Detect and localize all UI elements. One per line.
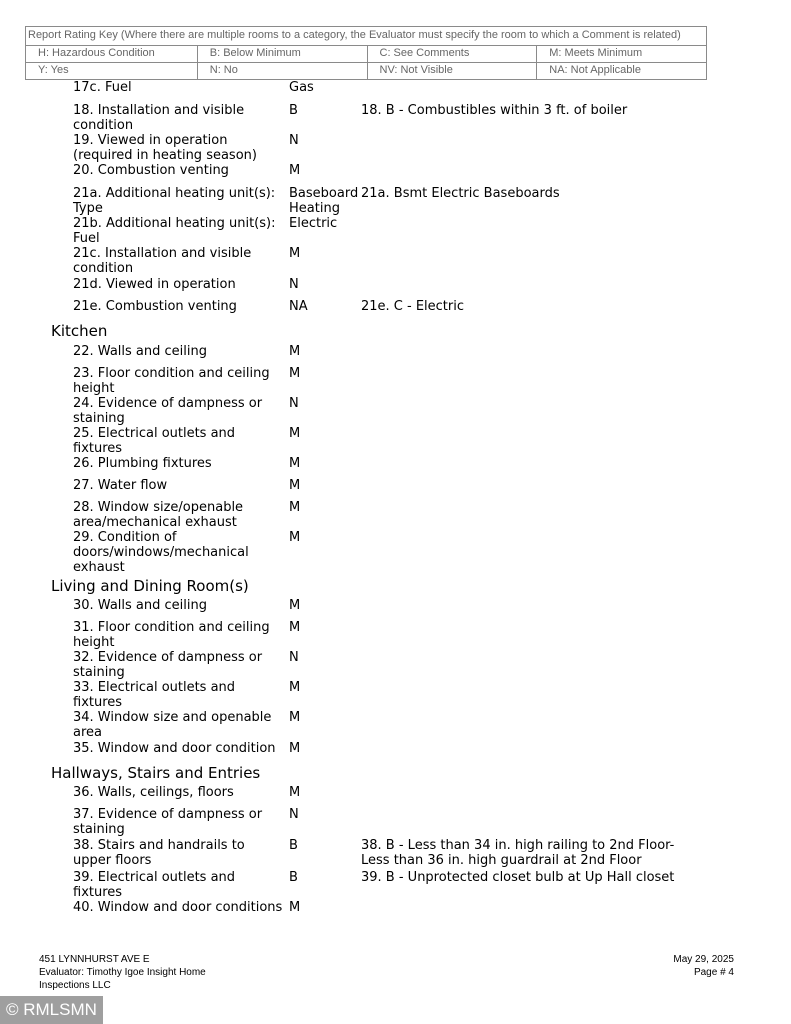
item-rating: N (289, 650, 299, 665)
item-rating: M (289, 456, 301, 471)
item-label: 39. Electrical outlets and fixtures (73, 870, 236, 900)
item-label: 25. Electrical outlets and fixtures (73, 426, 236, 456)
item-rating: M (289, 530, 301, 545)
key-meets-minimum: M: Meets Minimum (536, 46, 706, 62)
section-heading: Kitchen (51, 322, 108, 340)
item-rating: M (289, 344, 301, 359)
item-rating: Baseboard Heating (289, 186, 359, 216)
evaluator-name: Evaluator: Timothy Igoe Insight Home Inspections LLC (39, 967, 206, 991)
section-heading: Hallways, Stairs and Entries (51, 764, 261, 782)
key-not-visible: NV: Not Visible (367, 63, 537, 79)
item-rating: M (289, 620, 301, 635)
item-label: 19. Viewed in operation (required in heating season) (73, 133, 257, 163)
item-rating: B (289, 838, 298, 853)
item-label: 40. Window and door conditions (73, 900, 283, 915)
item-rating: M (289, 246, 301, 261)
item-label: 22. Walls and ceiling (73, 344, 207, 359)
item-rating: N (289, 133, 299, 148)
item-rating: N (289, 277, 299, 292)
item-label: 20. Combustion venting (73, 163, 229, 178)
key-see-comments: C: See Comments (367, 46, 537, 62)
item-label: 28. Window size/openable area/mechanical exhaust (73, 500, 244, 530)
section-heading: Living and Dining Room(s) (51, 577, 249, 595)
item-rating: M (289, 426, 301, 441)
item-rating: M (289, 598, 301, 613)
item-label: 34. Window size and openable area (73, 710, 272, 740)
key-below-minimum: B: Below Minimum (197, 46, 367, 62)
item-rating: M (289, 741, 301, 756)
item-rating: M (289, 478, 301, 493)
item-label: 31. Floor condition and ceiling height (73, 620, 270, 650)
item-label: 29. Condition of doors/windows/mechanical exhaust (73, 530, 249, 575)
item-rating: B (289, 103, 298, 118)
item-comment: 21a. Bsmt Electric Baseboards (361, 186, 560, 201)
item-rating: Gas (289, 80, 314, 95)
page-number: Page # 4 (693, 967, 734, 978)
item-comment: 18. B - Combustibles within 3 ft. of boiler (361, 103, 628, 118)
key-hazardous: H: Hazardous Condition (38, 47, 155, 59)
item-rating: M (289, 680, 301, 695)
item-label: 30. Walls and ceiling (73, 598, 207, 613)
rating-key-title: Report Rating Key (Where there are multiple rooms to a category, the Evaluator must specify the room to which a Comment is related) (26, 27, 706, 46)
item-label: 23. Floor condition and ceiling height (73, 366, 270, 396)
item-label: 21a. Additional heating unit(s): Type (73, 186, 276, 216)
item-rating: B (289, 870, 298, 885)
footer-right (673, 953, 734, 979)
property-address: 451 LYNNHURST AVE E (39, 954, 150, 965)
item-rating: NA (289, 299, 308, 314)
item-rating: M (289, 900, 301, 915)
item-rating: M (289, 785, 301, 800)
item-label: 18. Installation and visible condition (73, 103, 245, 133)
item-label: 37. Evidence of dampness or staining (73, 807, 263, 837)
report-date: May 29, 2025 (673, 954, 734, 965)
item-rating: M (289, 163, 301, 178)
item-rating: M (289, 366, 301, 381)
item-label: 21d. Viewed in operation (73, 277, 236, 292)
item-label: 38. Stairs and handrails to upper floors (73, 838, 245, 868)
key-no: N: No (197, 63, 367, 79)
item-label: 21e. Combustion venting (73, 299, 237, 314)
item-rating: N (289, 807, 299, 822)
item-label: 36. Walls, ceilings, floors (73, 785, 234, 800)
item-comment: 21e. C - Electric (361, 299, 465, 314)
item-label: 21b. Additional heating unit(s): Fuel (73, 216, 276, 246)
item-comment: 38. B - Less than 34 in. high railing to 2nd Floor- Less than 36 in. high guardrail at 2nd Floor (361, 838, 675, 868)
item-rating: M (289, 500, 301, 515)
key-not-applicable: NA: Not Applicable (536, 63, 706, 79)
item-comment: 39. B - Unprotected closet bulb at Up Hall closet (361, 870, 675, 885)
item-label: 33. Electrical outlets and fixtures (73, 680, 236, 710)
item-label: 35. Window and door condition (73, 741, 276, 756)
item-label: 24. Evidence of dampness or staining (73, 396, 263, 426)
item-rating: N (289, 396, 299, 411)
item-rating: Electric (289, 216, 338, 231)
item-rating: M (289, 710, 301, 725)
item-label: 27. Water flow (73, 478, 168, 493)
item-label: 21c. Installation and visible condition (73, 246, 252, 276)
item-label: 26. Plumbing fixtures (73, 456, 212, 471)
watermark-logo: © RMLSMN (0, 996, 103, 1024)
item-label: 17c. Fuel (73, 80, 132, 95)
footer-left (39, 953, 259, 992)
key-yes: Y: Yes (38, 64, 69, 76)
item-label: 32. Evidence of dampness or staining (73, 650, 263, 680)
